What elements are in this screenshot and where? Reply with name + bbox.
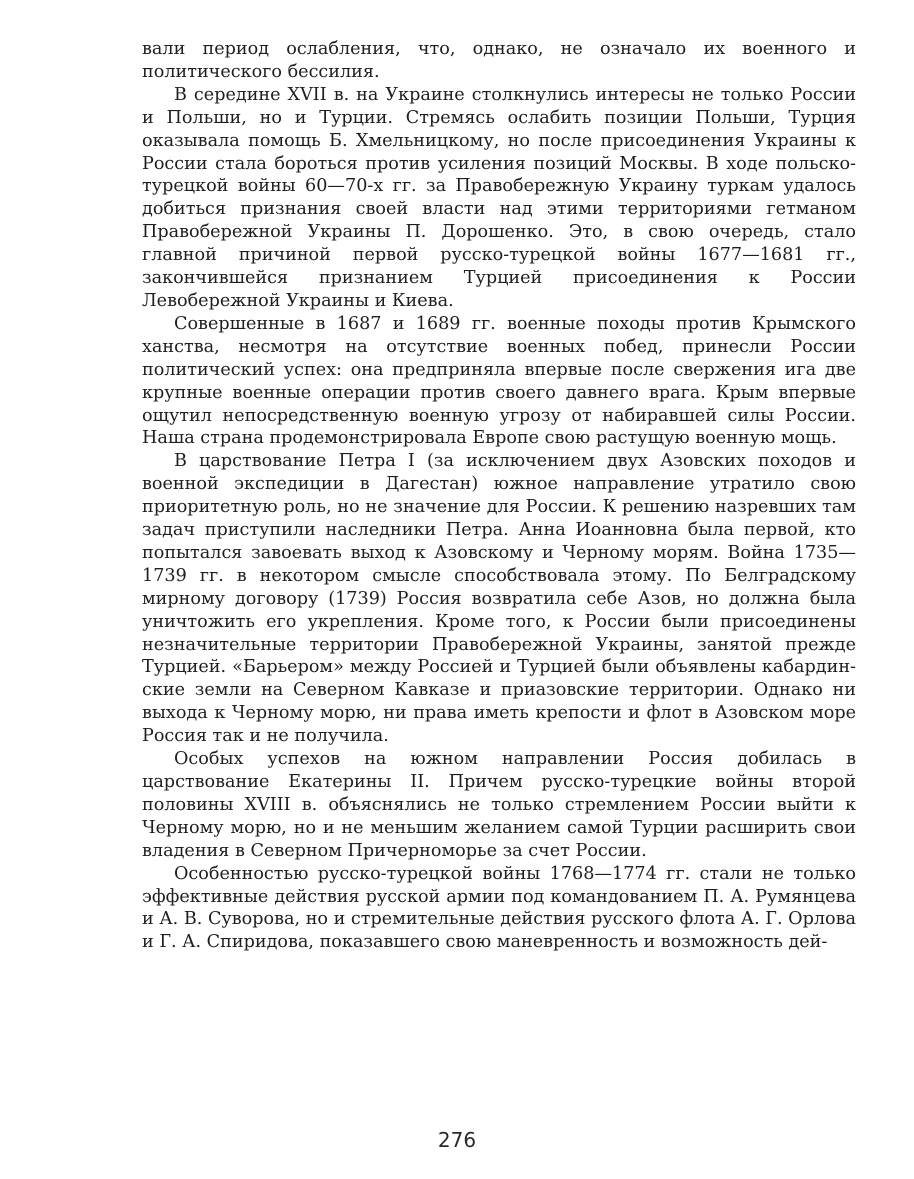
paragraph-catherine-ii: Особых успехов на южном направлении Россия добилась в царствование Екатерины II. Причем русско-турецкие войны второй половины XVIII в. объяснялись не только стремлением России выйти к Черному морю, но и не меньшим желанием самой Турции расширить свои владения в Северном Причерноморье за счет России. (142, 749, 856, 861)
paragraph-continued: вали период ослабления, что, однако, не означало их военного и политического бессилия. (142, 39, 856, 82)
body-text (142, 38, 856, 954)
paragraph-crimean-campaigns: Совершенные в 1687 и 1689 гг. военные походы против Крымского ханства, несмотря на отсутствие военных побед, принесли России политический успех: она предприняла впервые после свержения ига две крупные военные операции против своего давнего врага. Крым впервые ощутил непосредственную военную угрозу от набиравшей силы России. Наша страна продемонстрировала Европе свою растущую военную мощь. (142, 313, 856, 449)
paragraph-peter-the-great: В царствование Петра I (за исключением двух Азовских походов и военной экспедиции в Дагестан) южное направление утратило свою приоритетную роль, но не значение для России. К решению назревших там задач приступили наследники Петра. Анна Иоанновна была первой, кто попытался завоевать выход к Азовскому и Черному морям. Война 1735—1739 гг. в некотором смысле способствовала этому. По Белградскому мирному договору (1739) Россия возвратила себе Азов, но должна была уничтожить его укрепления. Кроме того, к России были присоединены незначительные территории Правобережной Украины, занятой прежде Турцией. «Барьером» между Россией и Турцией были объявлены кабардинские земли на Северном Кавказе и приазовские территории. Однако ни выхода к Черному морю, ни права иметь крепости и флот в Азовском море Россия так и не получила. (142, 451, 856, 747)
paragraph-ukraine-17th-century: В середине XVII в. на Украине столкнулись интересы не только России и Польши, но и Турции. Стремясь ослабить позиции Польши, Турция оказывала помощь Б. Хмельницкому, но после присоединения Украины к России стала бороться против усиления позиций Москвы. В ходе польско-турецкой войны 60—70-х гг. за Правобережную Украину туркам удалось добиться признания своей власти над этими территориями гетманом Правобережной Украины П. Дорошенко. Это, в свою очередь, стало главной причиной первой русско-турецкой войны 1677—1681 гг., закончившейся признанием Турцией присоединения к России Левобережной Украины и Киева. (142, 84, 856, 311)
paragraph-war-1768-1774: Особенностью русско-турецкой войны 1768—1774 гг. стали не только эффективные действия русской армии под командованием П. А. Румянцева и А. В. Суворова, но и стремительные действия русского флота А. Г. Орлова и Г. А. Спиридова, показавшего свою маневренность и возможность дей- (142, 863, 856, 953)
page-number: 276 (437, 1128, 477, 1152)
